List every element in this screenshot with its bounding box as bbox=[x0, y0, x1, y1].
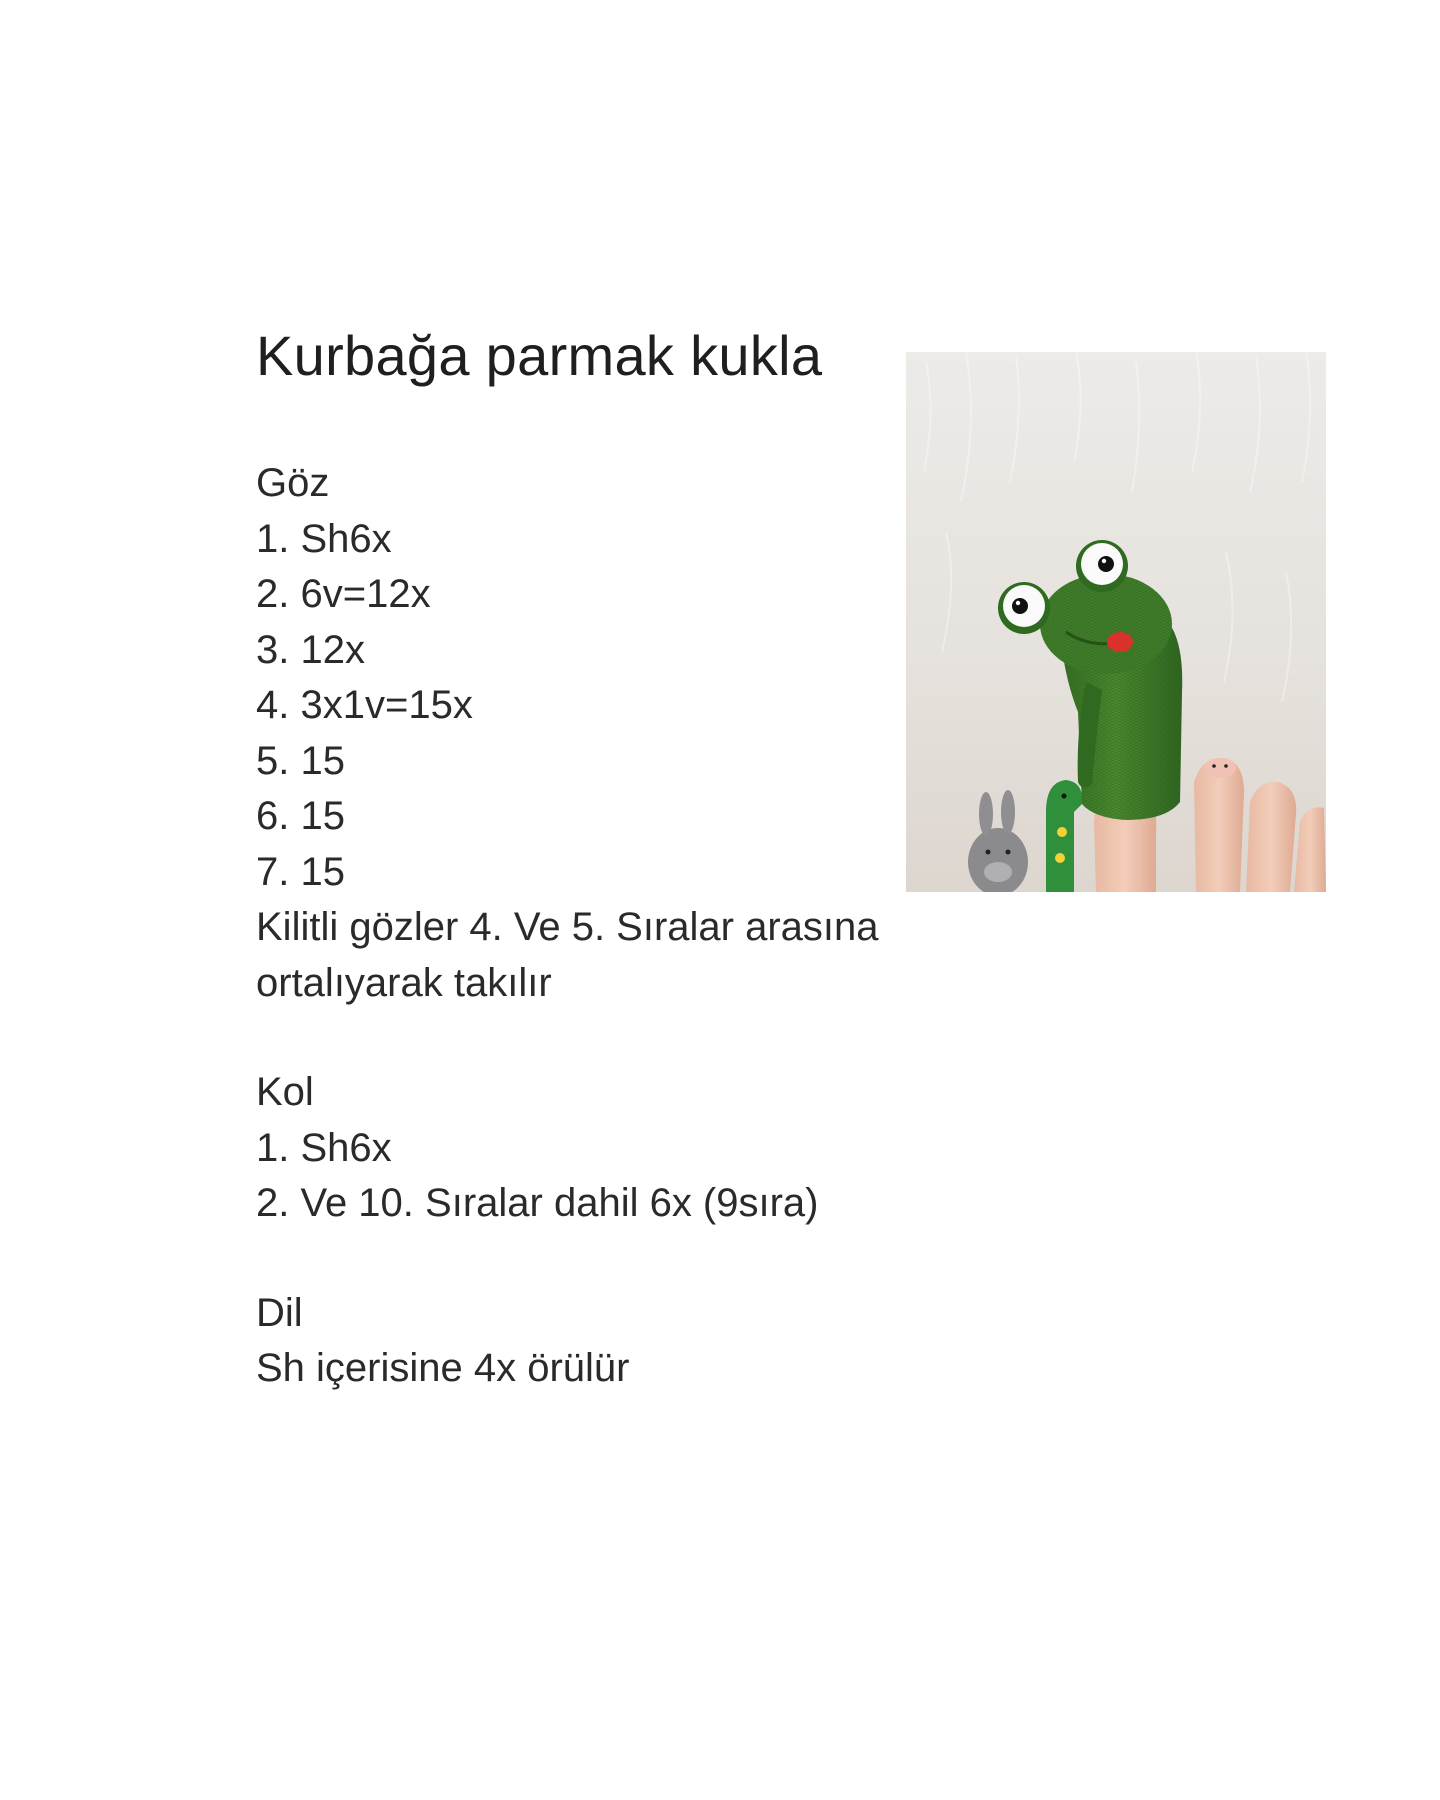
section-heading-kol: Kol bbox=[256, 1070, 314, 1114]
page-title: Kurbağa parmak kukla bbox=[256, 324, 823, 387]
row-instruction: 3. 12x bbox=[256, 627, 365, 672]
row-instruction: 2. Ve 10. Sıralar dahil 6x (9sıra) bbox=[256, 1181, 819, 1225]
row-instruction: 6. 15 bbox=[256, 794, 345, 838]
row-instruction: Sh içerisine 4x örülür bbox=[256, 1346, 630, 1390]
section-heading-dil: Dil bbox=[256, 1290, 303, 1335]
pattern-document bbox=[256, 318, 1016, 1451]
row-instruction: 5. 15 bbox=[256, 738, 345, 783]
section-goz bbox=[256, 456, 1016, 1011]
section-dil bbox=[256, 1286, 1016, 1397]
section-heading-goz: Göz bbox=[256, 461, 330, 505]
frog-puppet-photo bbox=[906, 352, 1326, 892]
section-kol bbox=[256, 1065, 1016, 1232]
row-instruction: 2. 6v=12x bbox=[256, 572, 431, 616]
row-instruction: 1. Sh6x bbox=[256, 516, 392, 561]
note-text: ortalıyarak takılır bbox=[256, 960, 552, 1005]
row-instruction: 1. Sh6x bbox=[256, 1125, 392, 1170]
row-instruction: 7. 15 bbox=[256, 849, 345, 894]
row-instruction: 4. 3x1v=15x bbox=[256, 683, 473, 727]
note-text: Kilitli gözler 4. Ve 5. Sıralar arasına bbox=[256, 905, 879, 949]
frog-puppet-illustration bbox=[906, 352, 1326, 892]
